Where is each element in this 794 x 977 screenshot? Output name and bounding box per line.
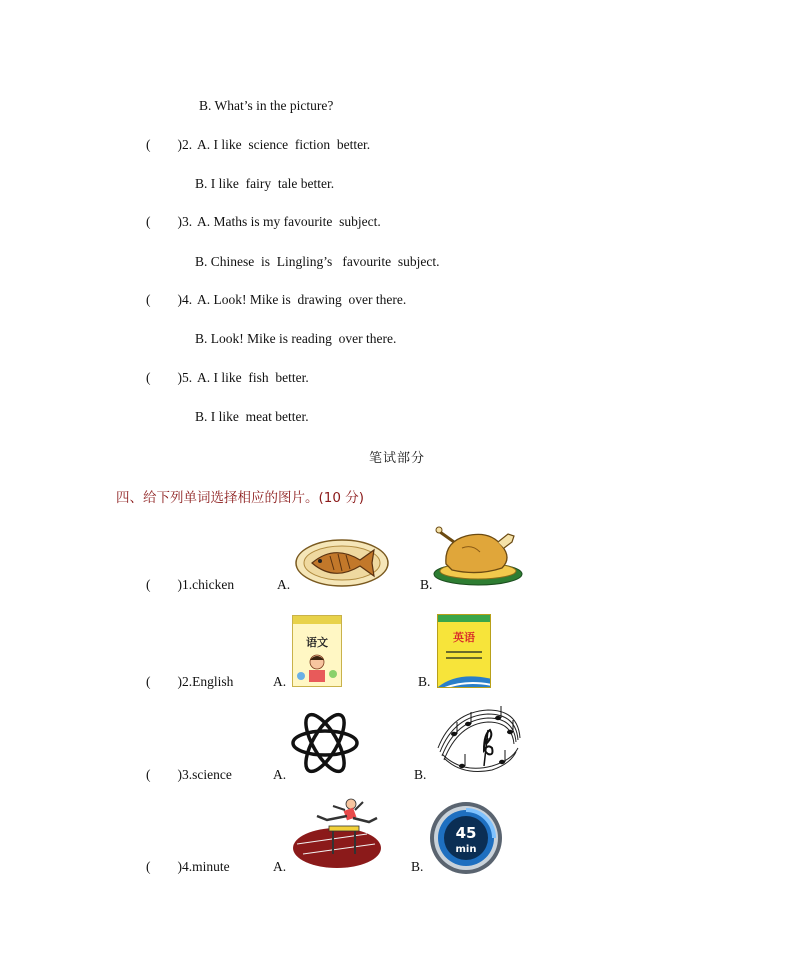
s4-item3-label: ( )3.science [146, 767, 232, 782]
wave-decoration-icon [438, 665, 491, 688]
item2-option-a: A. I like science fiction better. [197, 137, 371, 152]
roast-chicken-icon [432, 522, 524, 588]
english-textbook-title: 英语 [453, 631, 475, 644]
fish-plate-icon [294, 536, 390, 588]
timer-number: 45 [455, 824, 477, 842]
s4-item4-option-a: A. [273, 859, 287, 874]
written-part-heading: 笔试部分 [368, 451, 425, 466]
timer-unit: min [455, 844, 477, 855]
s4-item2-option-a: A. [273, 674, 287, 689]
item3-paren: ( )3. [146, 214, 193, 229]
item5-option-a: A. I like fish better. [197, 370, 309, 385]
hurdle-runner-icon [293, 796, 383, 872]
s4-item2-label: ( )2.English [146, 674, 234, 689]
section4-title: 四、给下列单词选择相应的图片。(10 分) [116, 490, 365, 506]
s4-item1-option-a: A. [277, 577, 291, 592]
item3-option-a: A. Maths is my favourite subject. [197, 214, 381, 229]
s4-item1-label: ( )1.chicken [146, 577, 235, 592]
chinese-textbook-title: 语文 [306, 636, 328, 649]
english-textbook-icon [437, 614, 491, 688]
item3-option-b: B. Chinese is Lingling’s favourite subject. [195, 254, 440, 269]
s4-item3-option-b: B. [414, 767, 427, 782]
item4-option-a: A. Look! Mike is drawing over there. [197, 292, 407, 307]
chinese-textbook-icon [292, 615, 342, 687]
item5-paren: ( )5. [146, 370, 193, 385]
s4-item1-option-b: B. [420, 577, 433, 592]
s4-item4-label: ( )4.minute [146, 859, 230, 874]
item4-option-b: B. Look! Mike is reading over there. [195, 331, 397, 346]
item2-paren: ( )2. [146, 137, 193, 152]
atom-icon [290, 706, 360, 780]
child-figure-icon [293, 650, 341, 684]
music-notes-icon [432, 704, 524, 780]
item2-option-b: B. I like fairy tale better. [195, 176, 335, 191]
timer-icon [428, 800, 504, 876]
s4-item4-option-b: B. [411, 859, 424, 874]
item4-paren: ( )4. [146, 292, 193, 307]
s4-item2-option-b: B. [418, 674, 431, 689]
item1-option-b: B. What’s in the picture? [199, 98, 334, 113]
item5-option-b: B. I like meat better. [195, 409, 309, 424]
s4-item3-option-a: A. [273, 767, 287, 782]
